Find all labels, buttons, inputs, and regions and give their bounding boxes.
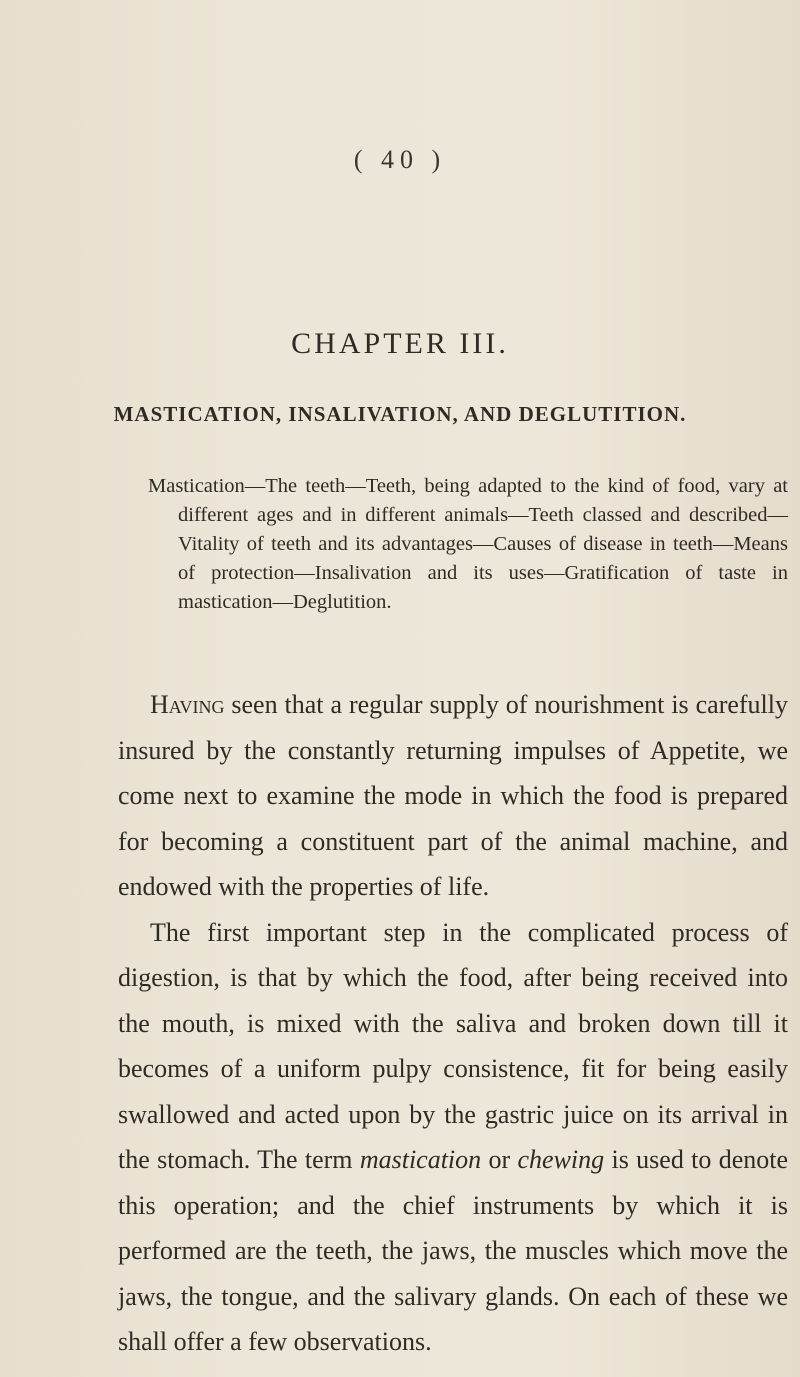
paragraph-2-or: or: [481, 1145, 518, 1174]
term-mastication: mastication: [359, 1145, 482, 1174]
chapter-subtitle: MASTICATION, INSALIVATION, AND DEGLUTITION.: [113, 402, 687, 426]
term-chewing: chewing: [517, 1145, 605, 1174]
small-caps-word: aving: [168, 690, 225, 719]
body-text: [118, 682, 788, 1365]
paragraph-1: [118, 682, 788, 910]
paragraph-2-text-b: is used to denote this operation; and the chief instruments by which it is performed are the teeth, the jaws, the muscles which move the jaws, the tongue, and the salivary glands. On each of these we shall offer a few observations.: [118, 1145, 788, 1356]
paragraph-2-text-a: The first important step in the complicated process of digestion, is that by which the food, after being received into the mouth, is mixed with the saliva and broken down till it becomes of a uniform pulpy consistence, fit for being easily swallowed and acted upon by the gastric juice on its arrival in the stomach. The term: [118, 917, 788, 1174]
page-number: ( 40 ): [353, 145, 447, 174]
chapter-title: CHAPTER III.: [291, 327, 509, 360]
paragraph-1-text: seen that a regular supply of nourishment is carefully insured by the constantly returning impulses of Appetite, we come next to examine the mode in which the food is prepared for becoming a constituent part of the animal machine, and endowed with the properties of life.: [118, 690, 788, 901]
chapter-summary: Mastication—The teeth—Teeth, being adapted to the kind of food, vary at different ages and in different animals—Teeth classed and described—Vitality of teeth and its advantages—Causes of disease in teeth—Means of protection—Insalivation and its uses—Gratification of taste in mastication—Deglutition.: [148, 475, 788, 613]
paragraph-2: [118, 910, 788, 1365]
drop-letter: H: [150, 690, 169, 719]
